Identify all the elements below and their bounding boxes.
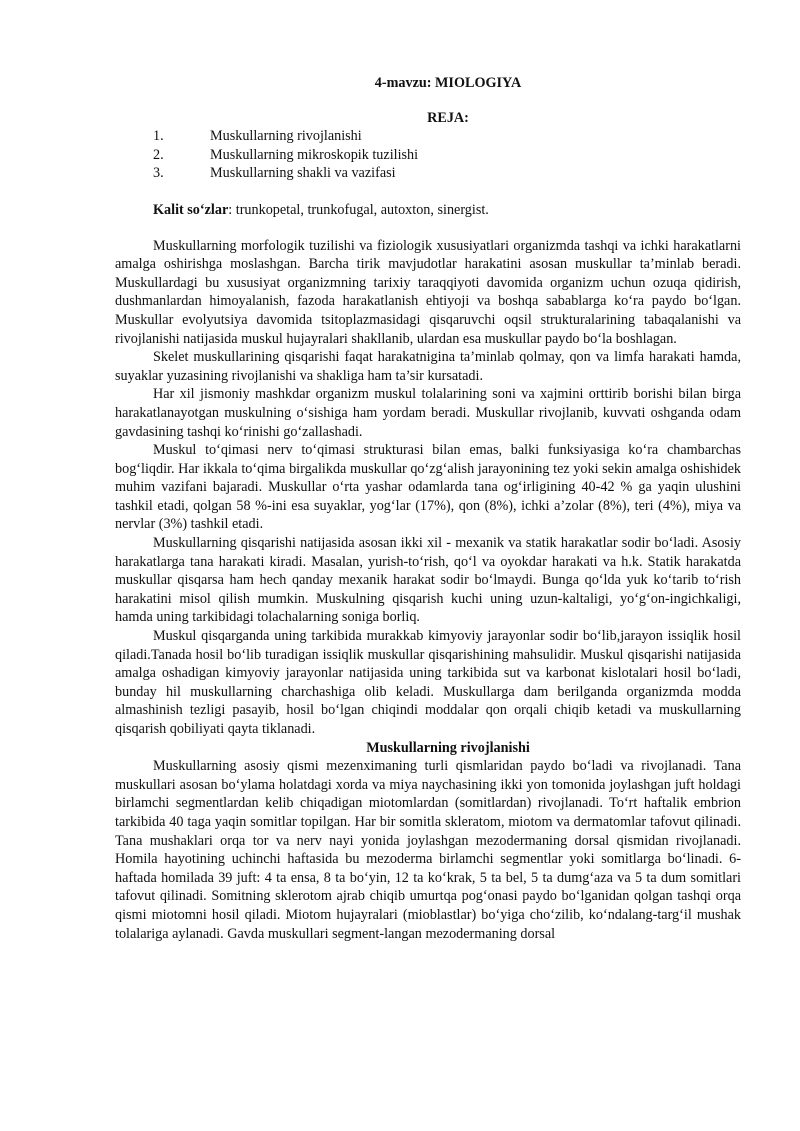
plan-item-text: Muskullarning rivojlanishi [210, 128, 362, 145]
keywords-line [153, 201, 741, 220]
plan-item [153, 146, 741, 165]
body-paragraph: Muskullarning morfologik tuzilishi va fiziologik xususiyatlari organizmda tashqi va ichki harakatlarni amalga oshirishga moslashgan. Barcha tirik mavjudotlar harakatini asosan muskullar ta’minlab beradi. Muskullardagi bu xususiyat organizmning tarixiy taraqqiyoti davomida organizm uchun ozuqa qidirish, dushmanlardan himoyalanish, fazoda harakatlanish ehtiyoji va boshqa sabablarga ko‘ra paydo bo‘lgan. Muskullar evolyutsiya davomida tsitoplazmasidagi qisqaruvchi oqsil strukturalarining tabaqalanishi va rivojlanishi natijasida muskul hujayralari shakllanib, ulardan esa muskullar paydo bo‘la boshlagan. [115, 237, 741, 347]
body-paragraph: Har xil jismoniy mashkdar organizm muskul tolalarining soni va xajmini orttirib borishi bilan birga harakatlanayotgan muskulning o‘sishiga ham yordam beradi. Muskullar rivojlanib, kuvvati oshganda odam gavdasining tashqi ko‘rinishi go‘zallashadi. [115, 386, 741, 440]
plan-item-number: 1. [153, 128, 164, 145]
keywords-text: : trunkopetal, trunkofugal, autoxton, sinergist. [228, 201, 489, 218]
section-paragraph: Muskullarning asosiy qismi mezenximaning turli qismlaridan paydo bo‘ladi va rivojlanadi. Tana muskullari asosan bo‘ylama holatdagi xorda va miya naychasining ikki yon tomonida joylashgan juft holdagi birlamchi segmentlardan kelib chiqadigan miotomlardan (somitlardan) rivojlanadi. To‘rt haftalik embrion tarkibida 40 taga yaqin somitlar topilgan. Har bir somitla skleratom, miotom va dermatomlar tafovut qilinadi. Tana mushaklari orqa tor va nerv nayi yonida joylashgan mezodermaning dorsal qismidan rivojlanadi. Homila hayotining uchinchi haftasida bu mezoderma birlamchi segmentlar yoki somitlarga bo‘linadi. 6-haftada homilada 39 juft: 4 ta ensa, 8 ta bo‘yin, 12 ta ko‘krak, 5 ta bel, 5 ta dumg‘aza va 5 ta dum somitlari tafovut qilinadi. Somitning sklerotom ajrab chiqib umurtqa pog‘onasi paydo bo‘lganidan qolgan tashqi orqa qismi miotomni hosil qiladi. Miotom hujayralari (mioblastlar) bo‘yiga cho‘zilib, ko‘ndalang-targ‘il mushak tolalariga aylanadi. Gavda muskullari segment-langan mezodermaning dorsal [115, 758, 741, 942]
plan-item [153, 164, 741, 183]
body-paragraph: Muskul to‘qimasi nerv to‘qimasi strukturasi bilan emas, balki funksiyasiga ko‘ra chambarchas bog‘liqdir. Har ikkala to‘qima birgalikda muskullar qo‘zg‘alish jarayonining tez yoki sekin amalga oshishidek muhim vazifani bajaradi. Muskullar o‘rta yashar odamlarda tana og‘irligining 40-42 % ga yaqin ulushini tashkil etadi, qolgan 58 %-ini esa suyaklar, yog‘lar (17%), qon (8%), ichki a’zolar (8%), teri (4%), miya va nervlar (3%) tashkil etadi. [115, 442, 741, 533]
page-title: 4-mavzu: MIOLOGIYA [374, 75, 522, 91]
plan-item-text: Muskullarning mikroskopik tuzilishi [210, 146, 419, 163]
plan-heading: REJA: [427, 109, 469, 126]
body-paragraph: Muskullarning qisqarishi natijasida asosan ikki xil - mexanik va statik harakatlar sodir bo‘ladi. Asosiy harakatlarga tana harakati kiradi. Masalan, yurish-to‘rish, qo‘l va oyokdar harakati va h.k. Statik harakatda muskullar qisqarsa ham hech qanday mexanik harakat sodir bo‘lmaydi. Bunga qo‘lda yuk ko‘tarib to‘rish harakatini misol qilish mumkin. Muskulning qisqarish kuchi uning uzun-kaltaligi, yo‘g‘on-ingichkaligi, hamda uning tarkibidagi tolachalarning soniga borliq. [115, 535, 741, 626]
plan-item-number: 2. [153, 146, 164, 163]
plan-item-number: 3. [153, 165, 164, 182]
document-page [115, 74, 741, 943]
plan-item [153, 127, 741, 146]
body-paragraph: Muskul qisqarganda uning tarkibida murakkab kimyoviy jarayonlar sodir bo‘lib,jarayon issiqlik hosil qiladi.Tanada hosil bo‘lib turadigan issiqlik muskullar qisqarishining mahsulidir. Muskul qisqarishi natijasida amalga oshadigan kimyoviy jarayonlar natijasida uning tarkibida sut va karbonat kislotalari hosil bo‘ladi, bunday hil muskullarning charchashiga olib keladi. Muskullarga dam berilganda organizmda modda almashinish tezligi pasayib, hosil bo‘lgan chiqindi moddalar qon orqali chiqib ketadi va muskullarning qisqarish qobiliyati qayta tiklanadi. [115, 628, 741, 737]
section-heading: Muskullarning rivojlanishi [366, 739, 530, 756]
plan-list [115, 127, 741, 183]
body-paragraph: Skelet muskullarining qisqarishi faqat harakatnigina ta’minlab qolmay, qon va limfa harakati hamda, suyaklar yuzasining rivojlanishi va shakliga ham ta’sir kursatadi. [115, 349, 741, 384]
keywords-label: Kalit so‘zlar [153, 201, 229, 218]
plan-item-text: Muskullarning shakli va vazifasi [210, 165, 396, 182]
